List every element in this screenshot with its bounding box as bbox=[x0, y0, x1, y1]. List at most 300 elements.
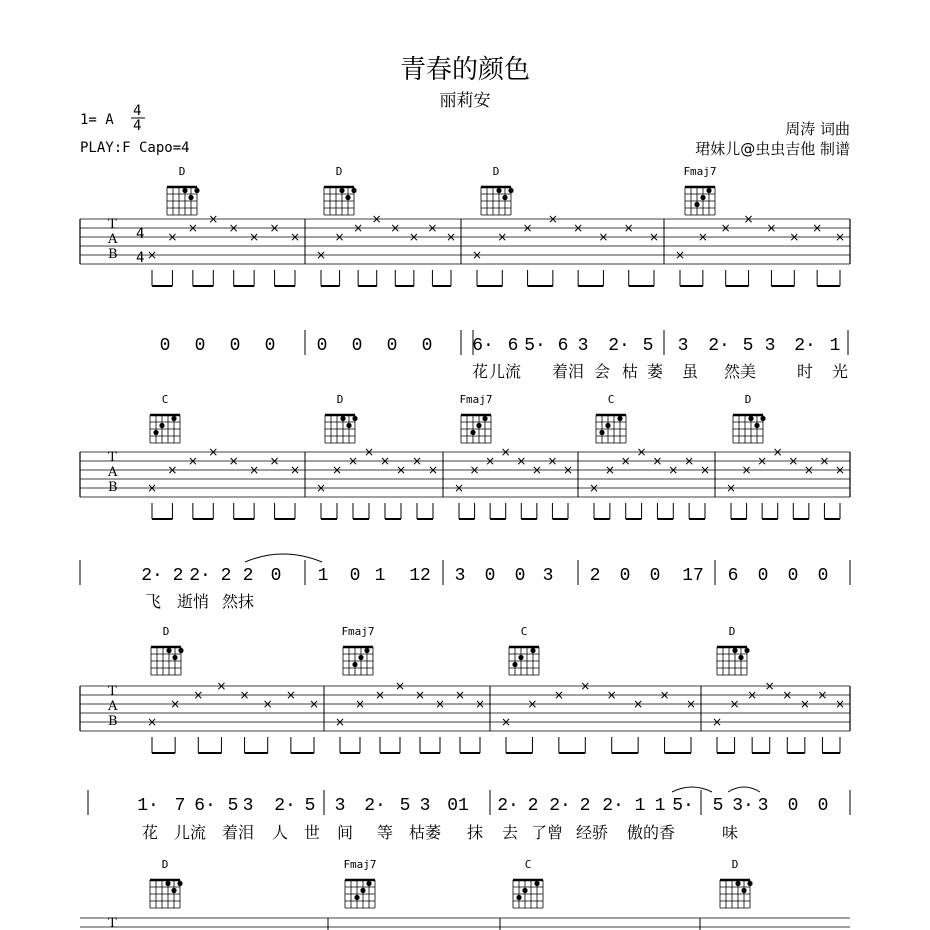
chord-diagram bbox=[720, 858, 753, 908]
jianpu-note: 5 bbox=[642, 336, 654, 356]
tab-note-x: × bbox=[347, 454, 359, 468]
chord-diagram bbox=[341, 625, 374, 675]
time-signature-top: 4 bbox=[133, 103, 142, 119]
chord-diagram bbox=[343, 858, 376, 908]
lyric-word: 时 bbox=[796, 362, 814, 381]
tab-note-x: × bbox=[636, 445, 647, 459]
tab-note-x: × bbox=[170, 697, 181, 711]
chord-finger-dot bbox=[358, 655, 363, 660]
chord-finger-dot bbox=[166, 648, 171, 653]
chord-finger-dot bbox=[516, 895, 521, 900]
tab-note-x: × bbox=[834, 463, 846, 477]
tab-note-x: × bbox=[208, 212, 219, 226]
jianpu-note: 5 bbox=[712, 796, 724, 816]
jianpu-note: 0 bbox=[757, 566, 769, 586]
chord-name: D bbox=[336, 393, 344, 406]
tab-note-x: × bbox=[685, 697, 697, 711]
tab-note-x: × bbox=[269, 454, 280, 468]
tab-note-x: × bbox=[308, 697, 320, 711]
chord-diagram bbox=[459, 393, 492, 443]
jianpu-note: 5· bbox=[524, 336, 546, 356]
chord-finger-dot bbox=[470, 430, 475, 435]
chord-diagram bbox=[683, 165, 716, 215]
tab-note-x: × bbox=[812, 221, 823, 235]
jianpu-note: 0 bbox=[787, 566, 799, 586]
tab-note-x: × bbox=[228, 454, 239, 468]
chord-finger-dot bbox=[754, 423, 759, 428]
tab-note-x: × bbox=[547, 454, 558, 468]
chord-finger-dot bbox=[748, 416, 753, 421]
tab-time-signature: 4 bbox=[136, 226, 145, 242]
jianpu-note: 6· bbox=[194, 796, 216, 816]
chord-finger-dot bbox=[171, 888, 176, 893]
chord-finger-dot bbox=[182, 188, 187, 193]
artist-name: 丽莉安 bbox=[439, 91, 491, 111]
jianpu-note: 2 bbox=[527, 796, 539, 816]
tab-note-x: × bbox=[193, 688, 204, 702]
chord-finger-dot bbox=[339, 188, 344, 193]
chord-finger-dot bbox=[345, 195, 350, 200]
chord-finger-dot bbox=[502, 195, 507, 200]
tab-note-x: × bbox=[697, 230, 708, 244]
tab-letter: T bbox=[108, 684, 117, 699]
tab-note-x: × bbox=[411, 454, 423, 468]
chord-name: D bbox=[744, 393, 752, 406]
tab-note-x: × bbox=[315, 481, 327, 495]
tab-note-x: × bbox=[390, 221, 401, 235]
tab-note-x: × bbox=[453, 481, 465, 495]
tab-note-x: × bbox=[289, 230, 301, 244]
tab-note-x: × bbox=[497, 230, 508, 244]
jianpu-note: 2· bbox=[274, 796, 296, 816]
tab-note-x: × bbox=[146, 481, 158, 495]
tab-note-x: × bbox=[228, 221, 239, 235]
jianpu-note: 3 bbox=[242, 796, 254, 816]
chord-diagram bbox=[150, 858, 183, 908]
jianpu-note: 1 bbox=[634, 796, 646, 816]
jianpu-note: 5 bbox=[227, 796, 239, 816]
system-1 bbox=[80, 165, 850, 381]
jianpu-note: 2· bbox=[549, 796, 571, 816]
tab-note-x: × bbox=[834, 697, 846, 711]
chord-finger-dot bbox=[364, 648, 369, 653]
tab-note-x: × bbox=[334, 230, 345, 244]
tab-note-x: × bbox=[782, 688, 793, 702]
tab-note-x: × bbox=[684, 454, 695, 468]
tab-note-x: × bbox=[249, 230, 260, 244]
tab-note-x: × bbox=[354, 697, 366, 711]
tab-letter: A bbox=[108, 699, 118, 714]
chord-finger-dot bbox=[482, 416, 487, 421]
jianpu-note: 3 bbox=[419, 796, 431, 816]
play-capo: PLAY:F Capo=4 bbox=[80, 140, 190, 156]
tab-note-x: × bbox=[500, 445, 511, 459]
chord-finger-dot bbox=[159, 423, 164, 428]
tab-note-x: × bbox=[834, 230, 846, 244]
chord-diagram bbox=[151, 625, 184, 675]
tab-note-x: × bbox=[668, 463, 679, 477]
chord-finger-dot bbox=[177, 881, 182, 886]
jianpu-note: 5 bbox=[399, 796, 411, 816]
tab-note-x: × bbox=[485, 454, 496, 468]
jianpu-note: 6 bbox=[507, 336, 519, 356]
chord-name: D bbox=[178, 165, 186, 178]
chord-finger-dot bbox=[694, 202, 699, 207]
chord-finger-dot bbox=[366, 881, 371, 886]
tab-note-x: × bbox=[454, 688, 466, 702]
tab-note-x: × bbox=[729, 697, 740, 711]
tab-note-x: × bbox=[720, 221, 731, 235]
jianpu-note: 3 bbox=[764, 336, 776, 356]
tab-note-x: × bbox=[394, 679, 406, 693]
jianpu-note: 1 bbox=[829, 336, 841, 356]
tab-note-x: × bbox=[216, 679, 227, 693]
chord-finger-dot bbox=[700, 195, 705, 200]
lyric-word: 萎 bbox=[646, 362, 664, 381]
chord-finger-dot bbox=[518, 655, 523, 660]
tab-note-x: × bbox=[331, 463, 343, 477]
lyric-word: 逝悄 bbox=[176, 592, 210, 611]
jianpu-note: 0 bbox=[349, 566, 361, 586]
tie-slur bbox=[728, 787, 760, 792]
jianpu-note: 2· bbox=[189, 566, 211, 586]
jianpu-note: 3 bbox=[454, 566, 466, 586]
tab-note-x: × bbox=[531, 463, 542, 477]
tab-note-x: × bbox=[474, 697, 486, 711]
score-systems bbox=[80, 165, 850, 930]
chord-diagram bbox=[167, 165, 200, 215]
jianpu-note: 0 bbox=[649, 566, 661, 586]
song-title: 青春的颜色 bbox=[399, 55, 531, 85]
jianpu-note: 2 bbox=[589, 566, 601, 586]
lyric-word: 间 bbox=[336, 823, 354, 842]
jianpu-note: 0 bbox=[229, 336, 241, 356]
jianpu-note: 1 bbox=[654, 796, 666, 816]
tab-note-x: × bbox=[598, 230, 609, 244]
jianpu-note: 0 bbox=[421, 336, 433, 356]
tab-note-x: × bbox=[788, 454, 799, 468]
lyric-word: 儿流 bbox=[173, 823, 207, 842]
tab-note-x: × bbox=[711, 715, 723, 729]
tab-note-x: × bbox=[371, 212, 382, 226]
chord-name: Fmaj7 bbox=[683, 165, 717, 178]
chord-name: D bbox=[728, 625, 736, 638]
tab-note-x: × bbox=[562, 463, 574, 477]
jianpu-note: 3 bbox=[542, 566, 554, 586]
tab-note-x: × bbox=[588, 481, 600, 495]
chord-finger-dot bbox=[617, 416, 622, 421]
tab-note-x: × bbox=[434, 697, 446, 711]
chord-name: D bbox=[492, 165, 500, 178]
tab-note-x: × bbox=[766, 221, 777, 235]
jianpu-note: 2· bbox=[608, 336, 630, 356]
lyric-word: 傲的香 bbox=[626, 823, 676, 842]
system-4 bbox=[80, 858, 850, 930]
tab-note-x: × bbox=[379, 454, 391, 468]
chord-finger-dot bbox=[744, 648, 749, 653]
chord-diagram bbox=[481, 165, 514, 215]
lyric-word: 等 bbox=[376, 823, 394, 842]
jianpu-note: 2· bbox=[497, 796, 519, 816]
lyric-word: 着泪 bbox=[221, 823, 255, 842]
jianpu-note: 0 bbox=[817, 566, 829, 586]
jianpu-note: 0 bbox=[619, 566, 631, 586]
chord-name: D bbox=[731, 858, 739, 871]
chord-finger-dot bbox=[508, 188, 513, 193]
chord-finger-dot bbox=[530, 648, 535, 653]
chord-finger-dot bbox=[171, 416, 176, 421]
tab-time-signature: 4 bbox=[136, 250, 145, 266]
lyric-word: 味 bbox=[721, 823, 739, 842]
tab-note-x: × bbox=[167, 230, 178, 244]
chord-name: Fmaj7 bbox=[343, 858, 377, 871]
chord-finger-dot bbox=[605, 423, 610, 428]
chord-finger-dot bbox=[178, 648, 183, 653]
tab-note-x: × bbox=[445, 230, 457, 244]
chord-finger-dot bbox=[534, 881, 539, 886]
tab-letter: A bbox=[108, 465, 118, 480]
jianpu-note: 0 bbox=[484, 566, 496, 586]
chord-diagram bbox=[325, 393, 358, 443]
chord-finger-dot bbox=[760, 416, 765, 421]
jianpu-note: 01 bbox=[447, 796, 469, 816]
chord-finger-dot bbox=[476, 423, 481, 428]
chord-diagram bbox=[150, 393, 180, 443]
tab-note-x: × bbox=[547, 212, 558, 226]
lyric-word: 花 bbox=[141, 823, 159, 842]
jianpu-note: 6 bbox=[557, 336, 569, 356]
tab-note-x: × bbox=[427, 463, 439, 477]
tab-letter: A bbox=[108, 232, 118, 247]
chord-finger-dot bbox=[352, 662, 357, 667]
lyric-word: 光 bbox=[831, 362, 849, 381]
tab-note-x: × bbox=[500, 715, 512, 729]
tab-note-x: × bbox=[408, 230, 419, 244]
jianpu-note: 0 bbox=[787, 796, 799, 816]
tab-note-x: × bbox=[633, 697, 644, 711]
tab-note-x: × bbox=[516, 454, 527, 468]
tab-note-x: × bbox=[363, 445, 375, 459]
jianpu-note: 3 bbox=[677, 336, 689, 356]
chord-finger-dot bbox=[738, 655, 743, 660]
tab-note-x: × bbox=[414, 688, 426, 702]
lyric-word: 虽 bbox=[681, 362, 699, 381]
chord-name: C bbox=[161, 393, 169, 406]
chord-finger-dot bbox=[522, 888, 527, 893]
lyric-word: 着泪 bbox=[551, 362, 585, 381]
jianpu-note: 12 bbox=[409, 566, 431, 586]
chord-name: Fmaj7 bbox=[341, 625, 375, 638]
tab-note-x: × bbox=[725, 481, 737, 495]
tab-note-x: × bbox=[315, 248, 327, 262]
system-3 bbox=[80, 625, 850, 842]
chord-finger-dot bbox=[732, 648, 737, 653]
tab-note-x: × bbox=[743, 212, 754, 226]
tab-note-x: × bbox=[580, 679, 591, 693]
chord-finger-dot bbox=[599, 430, 604, 435]
tab-note-x: × bbox=[648, 230, 660, 244]
chord-name: D bbox=[161, 858, 169, 871]
tie-slur bbox=[245, 554, 322, 562]
tab-note-x: × bbox=[522, 221, 533, 235]
tab-note-x: × bbox=[146, 248, 158, 262]
lyric-word: 儿流 bbox=[488, 362, 522, 381]
tab-note-x: × bbox=[167, 463, 178, 477]
jianpu-note: 1· bbox=[137, 796, 159, 816]
chord-name: Fmaj7 bbox=[459, 393, 493, 406]
chord-finger-dot bbox=[354, 895, 359, 900]
jianpu-note: 2 bbox=[242, 566, 254, 586]
jianpu-note: 0 bbox=[194, 336, 206, 356]
jianpu-note: 2· bbox=[602, 796, 624, 816]
chord-finger-dot bbox=[352, 416, 357, 421]
jianpu-note: 1 bbox=[374, 566, 386, 586]
chord-name: D bbox=[162, 625, 170, 638]
tab-note-x: × bbox=[799, 697, 810, 711]
tab-note-x: × bbox=[269, 221, 280, 235]
tie-slur bbox=[672, 787, 712, 792]
chord-finger-dot bbox=[340, 416, 345, 421]
lyric-word: 了曾 bbox=[530, 823, 564, 842]
tab-note-x: × bbox=[427, 221, 438, 235]
jianpu-note: 0 bbox=[386, 336, 398, 356]
jianpu-note: 5· bbox=[672, 796, 694, 816]
lyric-word: 经骄 bbox=[575, 823, 609, 842]
lyric-word: 枯 bbox=[621, 362, 639, 381]
tab-note-x: × bbox=[819, 454, 830, 468]
chord-diagram bbox=[324, 165, 357, 215]
jianpu-note: 3 bbox=[334, 796, 346, 816]
tab-note-x: × bbox=[817, 688, 828, 702]
jianpu-note: 6 bbox=[727, 566, 739, 586]
tab-note-x: × bbox=[606, 688, 617, 702]
chord-name: D bbox=[335, 165, 343, 178]
tab-note-x: × bbox=[208, 445, 219, 459]
tab-note-x: × bbox=[146, 715, 158, 729]
tab-note-x: × bbox=[803, 463, 814, 477]
tab-note-x: × bbox=[757, 454, 768, 468]
tab-note-x: × bbox=[623, 221, 634, 235]
jianpu-note: 5 bbox=[304, 796, 316, 816]
lyric-word: 飞 bbox=[144, 592, 162, 611]
tab-letter: B bbox=[108, 480, 118, 495]
jianpu-note: 0 bbox=[159, 336, 171, 356]
chord-finger-dot bbox=[346, 423, 351, 428]
chord-name: C bbox=[607, 393, 615, 406]
chord-finger-dot bbox=[512, 662, 517, 667]
jianpu-note: 2 bbox=[172, 566, 184, 586]
chord-finger-dot bbox=[735, 881, 740, 886]
tab-note-x: × bbox=[620, 454, 631, 468]
tab-note-x: × bbox=[374, 688, 386, 702]
jianpu-note: 2 bbox=[579, 796, 591, 816]
jianpu-note: 2· bbox=[794, 336, 816, 356]
chord-diagram bbox=[513, 858, 543, 908]
key-signature: 1= A bbox=[80, 112, 114, 128]
jianpu-note: 5 bbox=[742, 336, 754, 356]
tab-note-x: × bbox=[527, 697, 538, 711]
lyric-word: 世 bbox=[303, 823, 321, 842]
jianpu-note: 0 bbox=[264, 336, 276, 356]
jianpu-note: 3 bbox=[577, 336, 589, 356]
jianpu-note: 3· bbox=[732, 796, 754, 816]
tab-note-x: × bbox=[187, 454, 198, 468]
jianpu-note: 2· bbox=[141, 566, 163, 586]
chord-finger-dot bbox=[194, 188, 199, 193]
chord-finger-dot bbox=[360, 888, 365, 893]
tab-note-x: × bbox=[249, 463, 260, 477]
lyric-word: 抹 bbox=[466, 823, 484, 842]
tab-note-x: × bbox=[652, 454, 663, 468]
jianpu-note: 1 bbox=[317, 566, 329, 586]
tab-note-x: × bbox=[395, 463, 407, 477]
jianpu-note: 6· bbox=[472, 336, 494, 356]
jianpu-note: 0 bbox=[351, 336, 363, 356]
chord-diagram bbox=[596, 393, 626, 443]
jianpu-note: 7 bbox=[174, 796, 186, 816]
chord-diagram bbox=[717, 625, 750, 675]
jianpu-note: 2· bbox=[364, 796, 386, 816]
jianpu-note: 2· bbox=[708, 336, 730, 356]
time-signature-bottom: 4 bbox=[133, 118, 142, 134]
tab-note-x: × bbox=[772, 445, 783, 459]
tab-letter: B bbox=[108, 714, 118, 729]
tab-letter: T bbox=[108, 217, 117, 232]
chord-finger-dot bbox=[188, 195, 193, 200]
chord-finger-dot bbox=[153, 430, 158, 435]
tab-letter: B bbox=[108, 247, 118, 262]
tab-note-x: × bbox=[239, 688, 250, 702]
tab-note-x: × bbox=[747, 688, 758, 702]
lyric-word: 枯萎 bbox=[408, 823, 442, 842]
lyric-word: 人 bbox=[271, 823, 289, 842]
jianpu-note: 3 bbox=[757, 796, 769, 816]
tab-note-x: × bbox=[764, 679, 775, 693]
tab-note-x: × bbox=[289, 463, 301, 477]
chord-finger-dot bbox=[741, 888, 746, 893]
tab-note-x: × bbox=[741, 463, 752, 477]
chord-finger-dot bbox=[496, 188, 501, 193]
tab-note-x: × bbox=[469, 463, 480, 477]
chord-diagram bbox=[509, 625, 539, 675]
lyric-word: 然美 bbox=[723, 362, 757, 381]
tab-note-x: × bbox=[553, 688, 564, 702]
jianpu-note: 2 bbox=[220, 566, 232, 586]
chord-name: C bbox=[524, 858, 532, 871]
chord-finger-dot bbox=[172, 655, 177, 660]
tab-note-x: × bbox=[187, 221, 198, 235]
tab-note-x: × bbox=[604, 463, 615, 477]
jianpu-note: 17 bbox=[682, 566, 704, 586]
tab-note-x: × bbox=[674, 248, 686, 262]
jianpu-note: 0 bbox=[270, 566, 282, 586]
tab-note-x: × bbox=[789, 230, 800, 244]
lyric-word: 花 bbox=[471, 362, 489, 381]
chord-name: C bbox=[520, 625, 528, 638]
system-2 bbox=[80, 393, 850, 611]
tab-note-x: × bbox=[262, 697, 273, 711]
jianpu-note: 0 bbox=[316, 336, 328, 356]
jianpu-note: 0 bbox=[817, 796, 829, 816]
chord-finger-dot bbox=[747, 881, 752, 886]
tab-note-x: × bbox=[699, 463, 711, 477]
tab-note-x: × bbox=[334, 715, 346, 729]
tab-note-x: × bbox=[353, 221, 364, 235]
composer-credit: 周涛 词曲 bbox=[785, 120, 850, 138]
chord-finger-dot bbox=[706, 188, 711, 193]
lyric-word: 然抹 bbox=[221, 592, 255, 611]
tab-note-x: × bbox=[573, 221, 584, 235]
